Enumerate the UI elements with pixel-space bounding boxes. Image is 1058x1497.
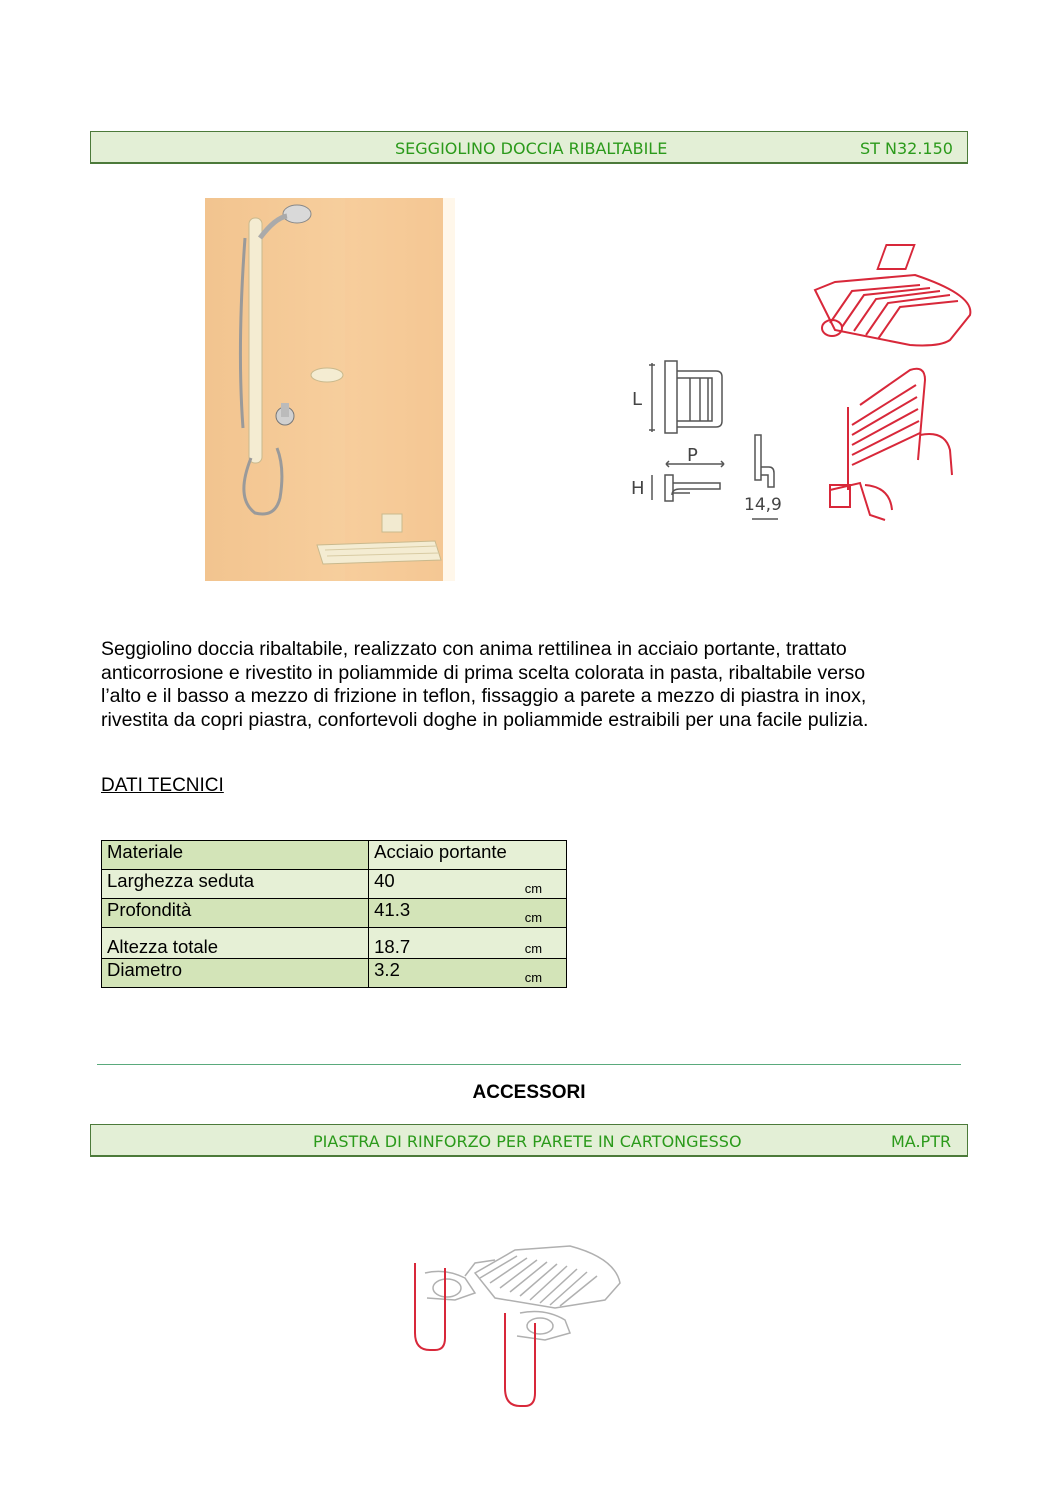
dati-tecnici-heading: DATI TECNICI bbox=[101, 775, 224, 796]
section-divider bbox=[97, 1064, 961, 1065]
spec-unit: cm bbox=[525, 870, 567, 899]
drawing-label-depth: 14,9 bbox=[744, 495, 782, 515]
accessori-heading: ACCESSORI bbox=[472, 1082, 586, 1103]
top-profile-drawing bbox=[652, 461, 724, 501]
spec-value: 40 bbox=[369, 870, 525, 899]
table-row bbox=[102, 841, 567, 870]
accessory-code: MA.PTR bbox=[891, 1132, 952, 1151]
spec-value: Acciaio portante bbox=[369, 841, 525, 870]
spec-unit bbox=[525, 841, 567, 870]
table-row bbox=[102, 899, 567, 928]
spec-label: Materiale bbox=[102, 841, 369, 870]
table-row bbox=[102, 959, 567, 988]
description-line: anticorrosione e rivestito in poliammide di prima scelta colorata in pasta, ribaltabile verso bbox=[101, 661, 866, 684]
specs-table bbox=[101, 840, 567, 988]
spec-value: 3.2 bbox=[369, 959, 525, 988]
technical-drawings bbox=[620, 235, 990, 530]
description-line: l’alto e il basso a mezzo di frizione in teflon, fissaggio a parete a mezzo di piastra in inox, bbox=[101, 685, 867, 707]
product-title-bar bbox=[90, 131, 968, 164]
seat-3d-open-drawing bbox=[830, 369, 952, 520]
spec-label: Diametro bbox=[102, 959, 369, 988]
seat-3d-folded-drawing bbox=[815, 245, 970, 345]
spec-value: 18.7 bbox=[369, 928, 525, 959]
accessory-title-bar bbox=[90, 1124, 968, 1157]
drawing-label-h: H bbox=[631, 478, 645, 499]
product-description bbox=[101, 638, 961, 732]
accessory-title: PIASTRA DI RINFORZO PER PARETE IN CARTONGESSO bbox=[313, 1132, 742, 1151]
spec-label: Larghezza seduta bbox=[102, 870, 369, 899]
spec-value: 41.3 bbox=[369, 899, 525, 928]
description-line: Seggiolino doccia ribaltabile, realizzato con anima rettilinea in acciaio portante, trattato bbox=[101, 638, 847, 660]
table-row bbox=[102, 928, 567, 959]
reinforcement-plate-drawing bbox=[405, 1238, 630, 1433]
product-code: ST N32.150 bbox=[860, 139, 953, 158]
side-profile-drawing bbox=[649, 361, 722, 433]
drawing-label-p: P bbox=[687, 445, 698, 466]
drawing-label-l: L bbox=[632, 389, 643, 410]
shower-seat-photo bbox=[205, 198, 455, 581]
spec-unit: cm bbox=[525, 959, 567, 988]
table-row bbox=[102, 870, 567, 899]
product-title: SEGGIOLINO DOCCIA RIBALTABILE bbox=[395, 139, 668, 158]
spec-unit: cm bbox=[525, 899, 567, 928]
description-line: rivestita da copri piastra, confortevoli doghe in poliammide estraibili per una facile pulizia. bbox=[101, 708, 869, 731]
spec-unit: cm bbox=[525, 928, 567, 959]
spec-label: Profondità bbox=[102, 899, 369, 928]
spec-label: Altezza totale bbox=[102, 928, 369, 959]
